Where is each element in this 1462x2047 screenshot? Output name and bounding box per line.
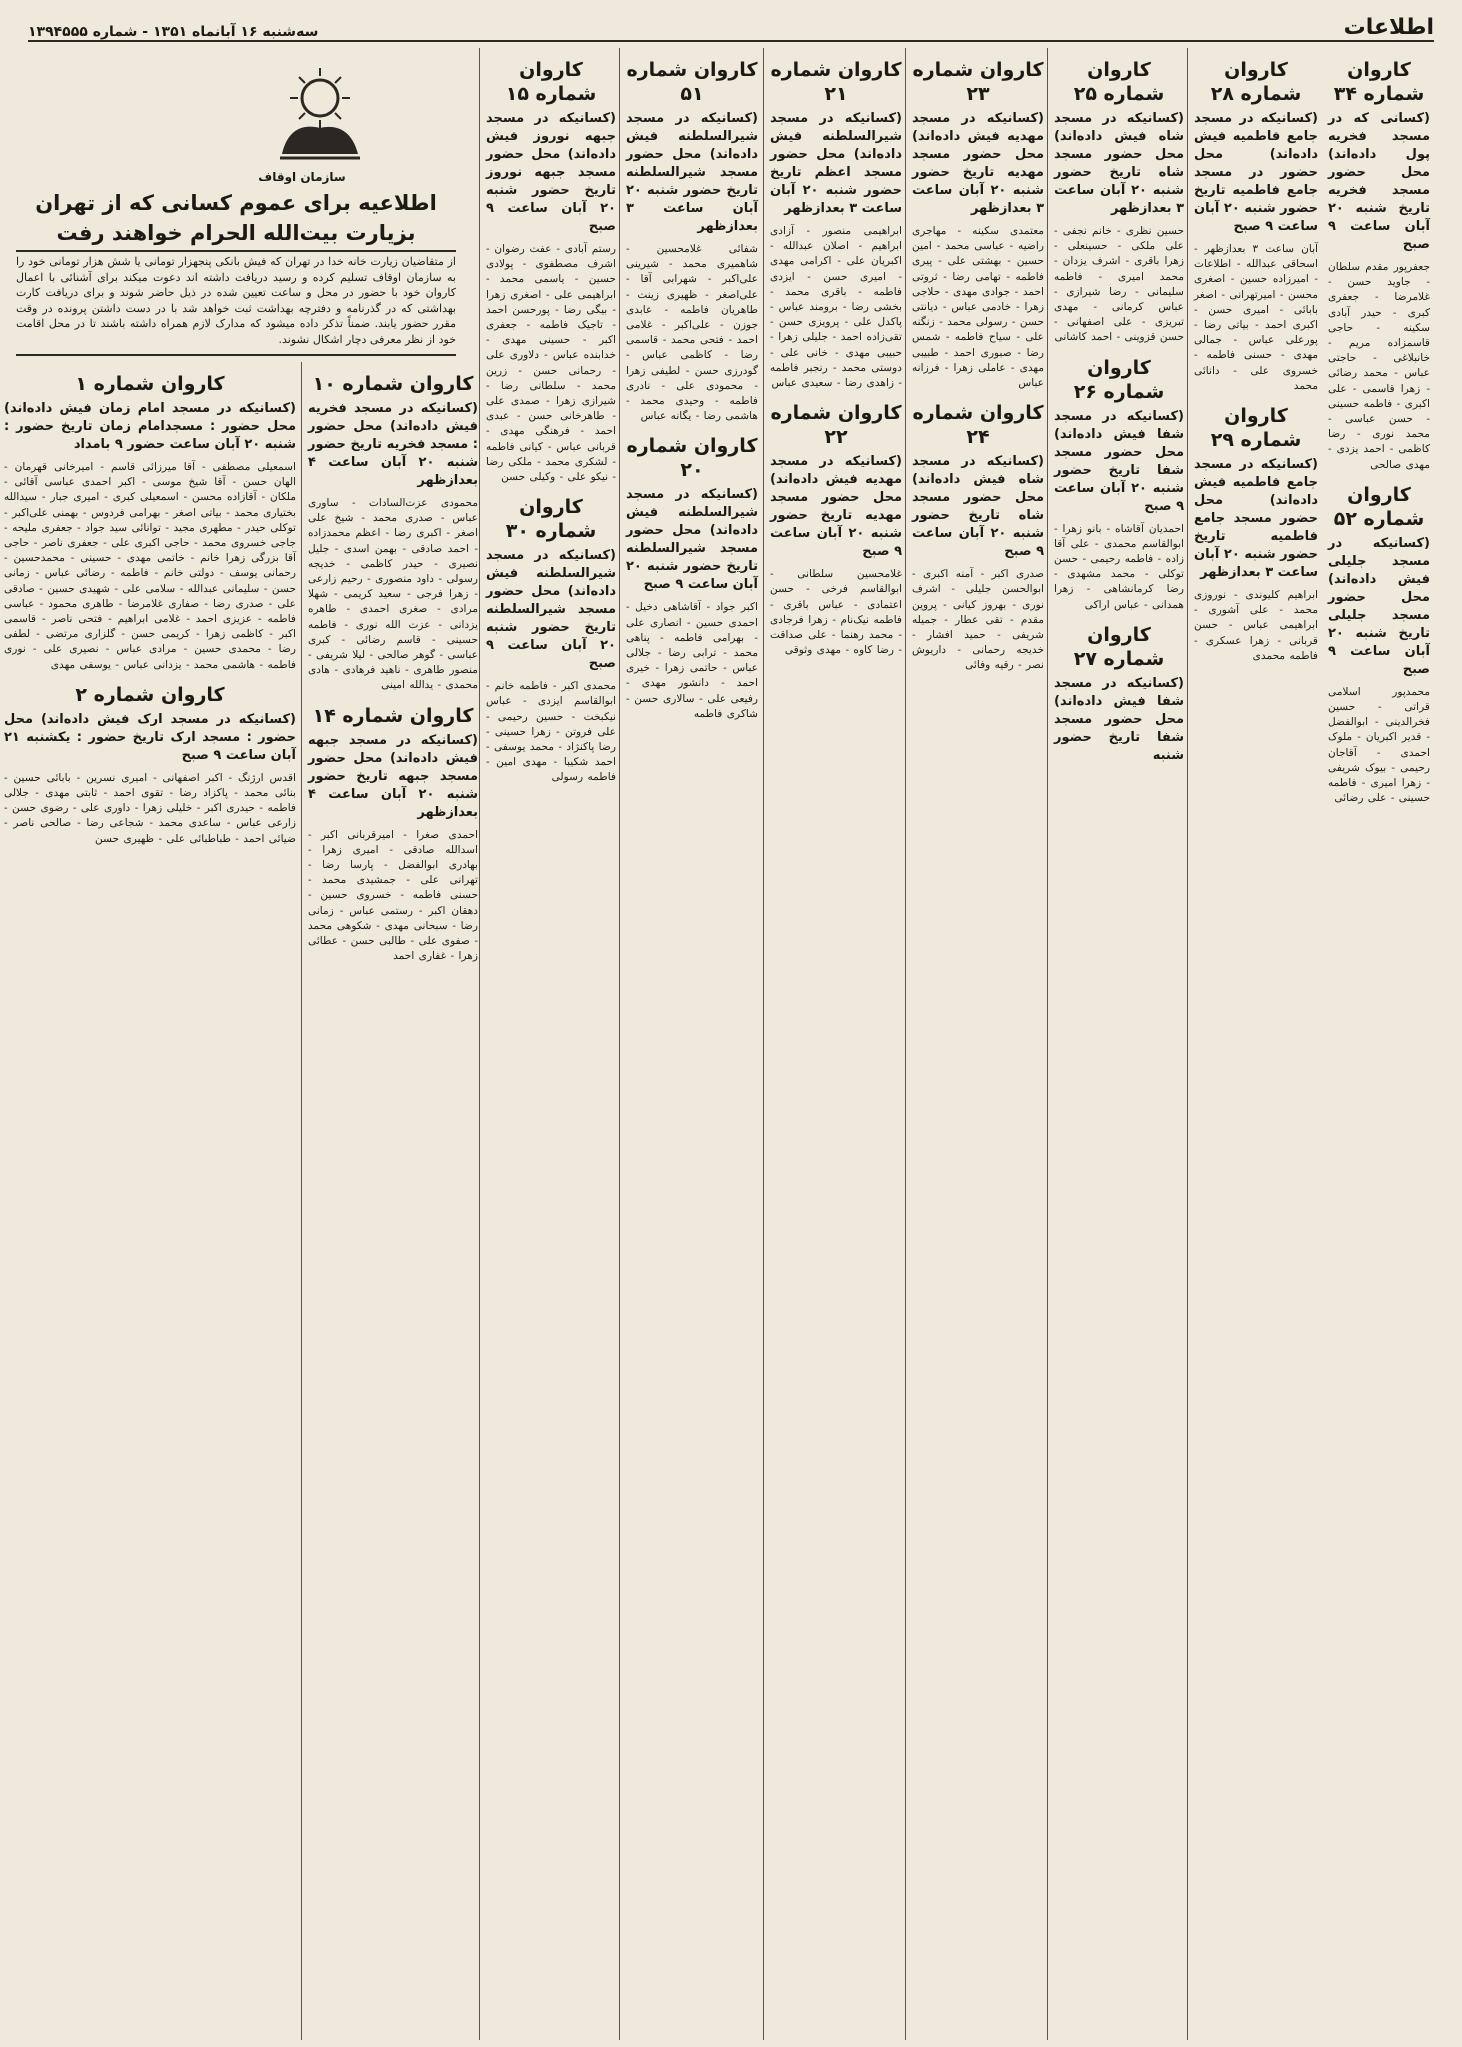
caravan-title: کاروان شماره ۲۹ <box>1210 405 1302 452</box>
column-rule <box>1047 48 1048 2040</box>
column-c6 <box>908 48 1048 2040</box>
caravan-title: کاروان شماره ۱ <box>75 373 225 395</box>
caravan-details: (کسانیکه در مسجد مهدیه فیش داده‌اند) محل حضور مسجد مهدیه تاریخ حضور شنبه ۲۰ آبان ساعت ۹ صبح <box>770 454 902 560</box>
caravan-title: کاروان شماره ۳۴ <box>1333 59 1425 105</box>
column-c5 <box>766 48 906 2040</box>
caravan-details: (کسانیکه در مسجد شفا فیش داده‌اند) محل حضور مسجد شفا تاریخ حضور شنبه ۲۰ آبان ساعت ۹ صبح <box>1054 408 1184 514</box>
caravan-details: (کسانیکه در مسجد جلیلی فیش داده‌اند) محل حضور مسجد جلیلی تاریخ شنبه ۲۰ آبان ساعت ۹ صبح <box>1328 535 1430 677</box>
caravan-details: (کسانیکه در مسجد جامع فاطمیه فیش داده‌اند) محل حضور مسجد جامع فاطمیه تاریخ حضور شنبه ۲۰ آبان ساعت ۳ بعدازظهر <box>1194 457 1318 581</box>
column-rule <box>1187 48 1188 2040</box>
page-header <box>28 14 1434 42</box>
dateline: سه‌شنبه ۱۶ آبانماه ۱۳۵۱ - شماره ۱۳۹۴۵۵۵ <box>28 24 319 40</box>
caravan-details: (کسانیکه در مسجد شفا فیش داده‌اند) محل حضور مسجد شفا تاریخ حضور شنبه <box>1054 675 1184 763</box>
pilgrim-name-list: شفائی غلامحسین - شاهمیری محمد - شیرینی علی‌اکبر - شهرابی آقا - علی‌اصغر - ظهیری زینت - طاهریان فاطمه - عابدی جوزن - علی‌اکبر - غلامی احمد - فتحی محمد - قاسمی رضا - کاظمی عباس - گودرزی حسن - لطیفی زهرا - محمودی علی - نادری فاطمه - وحیدی محمد - هاشمی رضا - یگانه عباس <box>626 243 758 423</box>
caravan-details: (کسانیکه در مسجد جبهه نوروز فیش داده‌اند) محل حضور مسجد جبهه نوروز تاریخ حضور شنبه ۲۰ آبان ساعت ۹ صبح <box>486 111 616 234</box>
caravan-title: کاروان شماره ۲۵ <box>1073 59 1165 105</box>
pilgrim-name-list: اکبر جواد - آقاشاهی دخیل - احمدی حسین - انصاری علی - بهرامی فاطمه - پناهی محمد - ترابی رضا - جلالی عباس - حاتمی زهرا - خیری احمد - دانشور مهدی - رفیعی علی - سالاری حسن - شاکری فاطمه <box>626 601 758 720</box>
caravan-title: کاروان شماره ۲۰ <box>626 435 758 482</box>
column-rule <box>763 48 764 2040</box>
announcement-title: اطلاعیه برای عموم کسانی که از تهران بزیارت بیت‌الله الحرام خواهند رفت <box>35 191 437 245</box>
caravan-title: کاروان شماره ۲۱ <box>770 59 902 105</box>
column-rule <box>479 48 480 2040</box>
pilgrim-name-list: آبان ساعت ۳ بعدازظهر - اسحاقی عبدالله - اطلاعات - امیرزاده حسین - اصغری محسن - امیرتهرانی - اصغر بابائی - امیری حسن - اکبری احمد - بیاتی رضا - پورعلی عباس - جمالی مهدی - حسنی فاطمه - خسروی علی - دانائی محمد <box>1194 243 1319 392</box>
caravan-details: (کسانیکه در مسجد شیرالسلطنه فیش داده‌اند) محل حضور مسجد شیرالسلطنه تاریخ حضور شنبه ۲۰ آبان ساعت ۹ صبح <box>486 548 616 672</box>
caravan-title: کاروان شماره ۲۴ <box>912 402 1044 449</box>
pilgrim-name-list: ابراهیمی منصور - آزادی ابراهیم - اصلان عبدالله - اکبریان علی - اکرامی مهدی - امیری حسن - ایزدی فاطمه - باقری محمد - بخشی رضا - برومند عباس - پاکدل علی - پرویزی حسن - تقی‌زاده احمد - جلیلی زهرا - حبیبی مهدی - خانی علی - دوستی محمد - رنجبر فاطمه - زاهدی رضا - سعیدی عباس <box>770 225 902 390</box>
pilgrim-name-list: جعفرپور مقدم سلطان - جاوید حسن - غلامرضا - جعفری کبری - حیدر آبادی سکینه - حاجی قاسمزاده مریم - خانبلاغی - حاجتی عباس - محمد رضائی - زهرا قاسمی - علی اکبری - فاطمه حسینی - حسن عباسی - محمد نوری - رضا کاظمی - احمد یزدی - مهدی صالحی <box>1328 261 1430 471</box>
column-c1 <box>0 362 300 2040</box>
pilgrim-name-list: احمدی صغرا - امیرقربانی اکبر - اسدالله صادقی - امیری زهرا - بهادری ابوالفضل - پارسا رضا - تهرانی علی - جمشیدی محمد - حسنی فاطمه - خسروی حسین - دهقان اکبر - رستمی عباس - زمانی رضا - سبحانی مهدی - شکوهی محمد - صفوی علی - طالبی حسن - عطائی زهرا - غفاری احمد <box>308 828 478 963</box>
caravan-details: (کسانی که در مسجد فخریه پول داده‌اند) محل حضور مسجد فخریه تاریخ شنبه ۲۰ آبان ساعت ۹ صبح <box>1328 111 1430 252</box>
title-rule <box>16 250 456 252</box>
caravan-details: (کسانیکه در مسجد مهدیه فیش داده‌اند) محل حضور مسجد مهدیه تاریخ حضور شنبه ۲۰ آبان ساعت ۳ بعدازظهر <box>912 111 1044 216</box>
caravan-details: (کسانیکه در مسجد شیرالسلطنه فیش داده‌اند) محل حضور مسجد شیرالسلطنه تاریخ حضور شنبه ۲۰ آبان ساعت ۳ بعدازظهر <box>626 111 758 234</box>
column-rule <box>619 48 620 2040</box>
caravan-title: کاروان شماره ۵۱ <box>626 59 758 105</box>
column-c8 <box>1190 48 1322 2040</box>
column-c7 <box>1050 48 1188 2040</box>
pilgrim-name-list: محمودی عزت‌السادات - ساوری عباس - صدری محمد - شیخ علی اصغر - اکبری رضا - اعظم محمدزاده - احمد صادقی - بهمن اسدی - جلیل نصیری - حیدر کاظمی - خدیجه رسولی - داود منصوری - رحیم زارعی - زهرا فرجی - سعید کریمی - شهلا مرادی - صغری احمدی - طاهره یزدانی - عزت الله نوری - فاطمه حسینی - قاسم رضائی - کبری عباسی - گوهر صالحی - لیلا شریفی - منصور طاهری - ناهید فرهادی - هادی محمدی - یدالله امینی <box>308 497 478 692</box>
caravan-details: (کسانیکه در مسجد جامع فاطمیه فیش داده‌اند) محل حضور در مسجد جامع فاطمیه تاریخ حضور شنبه ۲۰ آبان ساعت ۹ صبح <box>1194 111 1318 234</box>
pilgrim-name-list: غلامحسین سلطانی - ابوالقاسم فرخی - حسن اعتمادی - عباس باقری - فاطمه نیک‌نام - زهرا فرجادی - محمد رهنما - علی صداقت - رضا کاوه - مهدی وثوقی <box>770 568 902 657</box>
pilgrim-name-list: اقدس ارژنگ - اکبر اصفهانی - امیری نسرین - بابائی حسین - بنائی محمد - پاکزاد رضا - تقوی احمد - ثابتی مهدی - جلالی فاطمه - حیدری اکبر - خلیلی زهرا - داوری علی - رضوی حسن - زارعی عباس - ساعدی محمد - شجاعی رضا - صالحی ناصر - ضیائی احمد - طباطبائی علی - ظهیری حسن <box>4 771 296 845</box>
column-rule <box>905 48 906 2040</box>
caravan-title: کاروان شماره ۱۰ <box>312 373 474 395</box>
pilgrim-name-list: ابراهیم کلیوندی - نوروزی محمد - علی آشوری - ابراهیمی عباس - حسن قربانی - زهرا عسکری - فاطمه محمدی <box>1194 589 1318 662</box>
caravan-details: (کسانیکه در مسجد شاه فیش داده‌اند) محل حضور مسجد شاه تاریخ حضور شنبه ۲۰ آبان ساعت ۹ صبح <box>912 454 1044 560</box>
column-rule <box>301 362 302 2040</box>
caravan-title: کاروان شماره ۲ <box>75 683 225 706</box>
pilgrim-name-list: رستم آبادی - عفت رضوان - اشرف مصطفوی - پولادی حسین - یاسمی محمد - ابراهیمی علی - اصغری زهرا - بیگی رضا - پورحسن احمد - تاجیک فاطمه - جعفری اکبر - حسینی مهدی - خدابنده عباس - دلاوری علی - رحمانی حسن - زرین محمد - سلطانی رضا - شیرازی زهرا - صمدی علی - طاهرخانی حسن - عبدی احمد - فرهنگی مهدی - قربانی عباس - کیانی فاطمه - لشکری محمد - ملکی رضا - نیکو علی - وکیلی حسن <box>486 243 616 484</box>
pilgrim-name-list: احمدیان آقاشاه - بانو زهرا - ابوالقاسم محمدی - علی آقا زاده - فاطمه رحیمی - حسن توکلی - محمد مشهدی - رضا کرمانشاهی - زهرا همدانی - عباس اراکی <box>1054 522 1184 611</box>
caravan-title: کاروان شماره ۲۶ <box>1073 356 1165 403</box>
column-c9 <box>1324 48 1434 2040</box>
pilgrim-name-list: صدری اکبر - آمنه اکبری - ابوالحسن جلیلی - اشرف نوری - بهروز کیانی - پروین مقدم - تقی عطار - جمیله شریفی - حمید افشار - خدیجه رحمانی - داریوش نصر - رقیه وفائی <box>912 568 1044 672</box>
organization-name: سازمان اوقاف <box>258 170 346 184</box>
caravan-title: کاروان شماره ۱۴ <box>312 704 474 727</box>
pilgrim-name-list: محمدی اکبر - فاطمه خانم - ابوالقاسم ایزدی - عباس نیکبخت - حسین رحیمی - علی فروتن - زهرا حسینی - رضا پاکنژاد - محمد یوسفی - احمد شکیبا - مهدی امین - فاطمه رسولی <box>486 680 616 784</box>
announcement-rule <box>16 354 456 356</box>
caravan-details: (کسانیکه در مسجد شیرالسلطنه فیش داده‌اند) محل حضور مسجد اعظم تاریخ حضور شنبه ۲۰ آبان ساعت ۳ بعدازظهر <box>770 111 903 216</box>
announcement-body: از متقاضیان زیارت خانه خدا در تهران که فیش بانکی پنجهزار تومانی یا شش هزار تومانی خود را به سازمان اوقاف تسلیم کرده و رسید دریافت داشته اند دعوت میکند برای آشنائی با اعمال کاروان خود با حضور در محل و ساعت تعیین شده در ذیل حاضر شوند و برای دریافت کارت بهداشتی که در گذرنامه و دفترچه بهداشت ثبت خواهد شد با در دست داشتن پرونده در وقت مقرر حضور یابند. ضمناً تذکر داده میشود که مدارک لازم همراه داشته باشند تا در محل اقامت خود از نظر معرفی دچار اشکال نشوند. <box>16 255 456 346</box>
caravan-title: کاروان شماره ۲۲ <box>770 402 902 449</box>
caravan-title: کاروان شماره ۲۷ <box>1073 623 1165 670</box>
column-c4 <box>622 48 762 2040</box>
caravan-details: (کسانیکه در مسجد فخریه فیش داده‌اند) محل حضور : مسجد فخریه تاریخ حضور شنبه ۲۰ آبان ساعت ۴ بعدازظهر <box>308 401 479 488</box>
caravan-details: (کسانیکه در مسجد امام زمان فیش داده‌اند) محل حضور : مسجدامام زمان تاریخ حضور : شنبه ۲۰ آبان ساعت حضور ۹ بامداد <box>4 401 296 452</box>
pilgrim-name-list: حسین نظری - خانم نجفی - علی ملکی - حسینعلی - زهرا باقری - اشرف یزدان - محمد امیری - فاطمه سلیمانی - رضا شیرازی - عباس کرمانی - مهدی تبریزی - علی اصفهانی - حسن قزوینی - احمد کاشانی <box>1054 225 1184 344</box>
caravan-title: کاروان شماره ۳۰ <box>505 496 597 543</box>
column-c2 <box>304 362 482 2040</box>
pilgrim-name-list: اسمعیلی مصطفی - آقا میرزائی قاسم - امیرخانی قهرمان - الهان حسن - آقا شیخ موسی - اکبر احمدی عباسی آقائی - ملکان - آقازاده محسن - اسمعیلی کبری - امیری جبار - سیدالله بختیاری محمد - بیاتی اصغر - بهرامی فردوس - بهمنی علی‌اکبر - توکلی حیدر - مطهری مجید - توانائی سید جواد - جعفری ملیحه - جاجی خسروی محمد - حاجی اکبری علی - جعفری ناصر - حاجی آقا بزرگی زهرا خانم - خاتمی مهدی - حسینی - محمدحسین - رحمانی یوسف - دولتی خانم - فاطمه - رضائی عباس - زمانی حسن - سلیمانی عبدالله - سلامی علی - شهیدی حسین - صادقی علی - صدری رضا - صفاری غلامرضا - طاهری محمود - عباسی فاطمه - عزیزی احمد - غلامی ابراهیم - فتحی ناصر - قاسمی اکبر - کاظمی زهرا - کریمی حسن - گلزاری مرتضی - لطفی رضا - محمدی حسین - مرادی عباس - نصیری علی - نوری فاطمه - هاشمی محمد - یزدانی عباس - یوسفی مهدی <box>4 461 296 671</box>
lion-and-sun-emblem <box>264 58 376 168</box>
caravan-details: (کسانیکه در مسجد ارک فیش داده‌اند) محل حضور : مسجد ارک تاریخ حضور : یکشنبه ۲۱ آبان ساعت ۹ صبح <box>4 711 296 763</box>
caravan-details: (کسانیکه در مسجد جبهه فیش داده‌اند) محل حضور مسجد جبهه تاریخ حضور شنبه ۲۰ آبان ساعت ۴ بعدازظهر <box>308 732 479 820</box>
pilgrim-name-list: معتمدی سکینه - مهاجری راضیه - عباسی محمد - امین حسین - بهشتی علی - پیری فاطمه - تهامی رضا - ثروتی احمد - جوادی مهدی - حلاجی زهرا - خادمی عباس - دیانتی حسن - رسولی محمد - زنگنه علی - سیاح فاطمه - شمس رضا - صبوری احمد - طبیبی مهدی - عاملی زهرا - فرزانه عباس <box>912 225 1044 390</box>
column-c3 <box>482 48 620 2040</box>
caravan-title: کاروان شماره ۲۳ <box>912 59 1044 105</box>
caravan-details: (کسانیکه در مسجد شاه فیش داده‌اند) محل حضور مسجد شاه تاریخ حضور شنبه ۲۰ آبان ساعت ۳ بعدازظهر <box>1054 111 1184 216</box>
caravan-title: کاروان شماره ۱۵ <box>505 59 597 105</box>
caravan-title: کاروان شماره ۲۸ <box>1210 59 1302 105</box>
pilgrim-name-list: محمدپور اسلامی قراتی - حسین فخرالدینی - ابوالفضل - قدیر اکبریان - ملوک احمدی - آقاجان رحیمی - بیوک شریفی - زهرا امیری - فاطمه حسینی - علی رضائی <box>1328 685 1430 805</box>
masthead: اطلاعات <box>1343 15 1434 40</box>
caravan-title: کاروان شماره ۵۲ <box>1333 483 1425 530</box>
caravan-details: (کسانیکه در مسجد شیرالسلطنه فیش داده‌اند) محل حضور مسجد شیرالسلطنه تاریخ حضور شنبه ۲۰ آبان ساعت ۹ صبح <box>626 487 758 593</box>
